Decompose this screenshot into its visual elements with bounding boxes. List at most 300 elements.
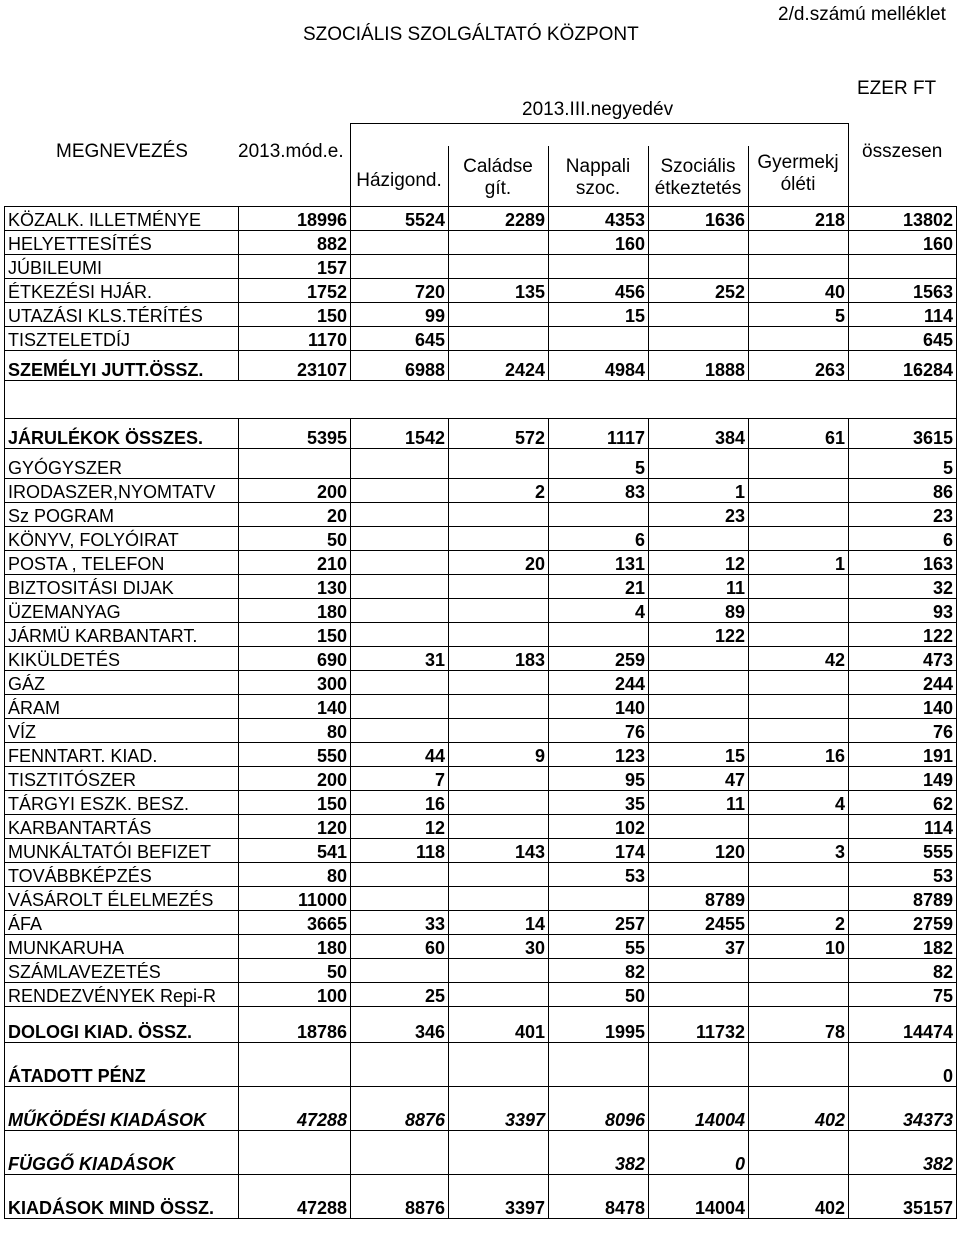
cell-value: 76 <box>549 719 649 743</box>
cell-value: 882 <box>239 231 351 255</box>
cell-value: 4 <box>749 791 849 815</box>
cell-value: 645 <box>351 327 449 351</box>
cell-value: 3 <box>749 839 849 863</box>
cell-value: 47 <box>649 767 749 791</box>
cell-value: 1117 <box>549 419 649 449</box>
cell-value: 263 <box>749 351 849 381</box>
column-header-total: összesen <box>862 141 943 162</box>
cell-value: 690 <box>239 647 351 671</box>
cell-value: 1170 <box>239 327 351 351</box>
cell-value: 5524 <box>351 207 449 231</box>
cell-value <box>449 1043 549 1087</box>
cell-value <box>449 527 549 551</box>
cell-value <box>549 1043 649 1087</box>
row-label: TISZTELETDÍJ <box>5 327 239 351</box>
cell-value <box>449 767 549 791</box>
cell-value <box>549 381 649 419</box>
row-label: SZÁMLAVEZETÉS <box>5 959 239 983</box>
column-header-child-welfare: Gyermekj óléti <box>757 152 839 195</box>
cell-value <box>351 575 449 599</box>
cell-value <box>351 231 449 255</box>
cell-value: 15 <box>649 743 749 767</box>
cell-value: 15 <box>549 303 649 327</box>
cell-value: 123 <box>549 743 649 767</box>
cell-value: 150 <box>239 623 351 647</box>
cell-value: 120 <box>239 815 351 839</box>
row-label: MUNKÁLTATÓI BEFIZET <box>5 839 239 863</box>
table-row <box>5 449 957 479</box>
cell-value: 0 <box>649 1131 749 1175</box>
cell-value: 382 <box>849 1131 957 1175</box>
cell-value <box>449 863 549 887</box>
cell-value: 75 <box>849 983 957 1007</box>
table-row <box>5 231 957 255</box>
column-header-home-care: Házigond. <box>356 170 442 191</box>
row-label: JÁRMÜ KARBANTART. <box>5 623 239 647</box>
table-row <box>5 303 957 327</box>
cell-value: 82 <box>849 959 957 983</box>
table-row <box>5 527 957 551</box>
cell-value <box>449 719 549 743</box>
cell-value: 50 <box>239 527 351 551</box>
cell-value: 62 <box>849 791 957 815</box>
column-header-catering: Szociális étkeztetés <box>654 156 742 199</box>
cell-value: 300 <box>239 671 351 695</box>
table-row <box>5 791 957 815</box>
cell-value: 150 <box>239 791 351 815</box>
cell-value: 5395 <box>239 419 351 449</box>
cell-value <box>449 671 549 695</box>
cell-value: 1888 <box>649 351 749 381</box>
cell-value: 14474 <box>849 1007 957 1043</box>
cell-value <box>449 503 549 527</box>
table-row <box>5 479 957 503</box>
row-label: KÖNYV, FOLYÓIRAT <box>5 527 239 551</box>
cell-value <box>449 791 549 815</box>
cell-value: 122 <box>649 623 749 647</box>
cell-value <box>549 887 649 911</box>
header-divider <box>548 146 549 206</box>
cell-value: 8876 <box>351 1087 449 1131</box>
table-row <box>5 351 957 381</box>
cell-value: 0 <box>849 1043 957 1087</box>
cell-value: 8789 <box>849 887 957 911</box>
header-divider <box>350 123 351 206</box>
cell-value: 456 <box>549 279 649 303</box>
table-row <box>5 767 957 791</box>
cell-value: 3615 <box>849 419 957 449</box>
cell-value <box>351 695 449 719</box>
cell-value: 473 <box>849 647 957 671</box>
cell-value <box>749 863 849 887</box>
cell-value: 21 <box>549 575 649 599</box>
cell-value: 384 <box>649 419 749 449</box>
cell-value <box>449 449 549 479</box>
cell-value: 259 <box>549 647 649 671</box>
column-header-name: MEGNEVEZÉS <box>56 141 188 162</box>
cell-value <box>749 231 849 255</box>
column-header-day-care: Nappali szoc. <box>565 156 631 199</box>
column-header-family-support: Caládse gít. <box>463 156 533 199</box>
table-row <box>5 887 957 911</box>
cell-value: 130 <box>239 575 351 599</box>
cell-value: 131 <box>549 551 649 575</box>
cell-value <box>749 815 849 839</box>
cell-value: 80 <box>239 863 351 887</box>
cell-value: 3397 <box>449 1175 549 1219</box>
table-row <box>5 327 957 351</box>
cell-value <box>351 719 449 743</box>
cell-value: 93 <box>849 599 957 623</box>
cell-value: 118 <box>351 839 449 863</box>
cell-value: 244 <box>849 671 957 695</box>
cell-value: 95 <box>549 767 649 791</box>
cell-value <box>351 1131 449 1175</box>
unit-label: EZER FT <box>857 78 937 99</box>
cell-value: 572 <box>449 419 549 449</box>
cell-value <box>449 327 549 351</box>
cell-value <box>849 255 957 279</box>
cell-value: 3397 <box>449 1087 549 1131</box>
cell-value: 14 <box>449 911 549 935</box>
cell-value: 401 <box>449 1007 549 1043</box>
table-row <box>5 381 957 419</box>
row-label: TÁRGYI ESZK. BESZ. <box>5 791 239 815</box>
cell-value: 160 <box>549 231 649 255</box>
cell-value <box>351 887 449 911</box>
table-row <box>5 863 957 887</box>
row-label: ÜZEMANYAG <box>5 599 239 623</box>
table-row <box>5 983 957 1007</box>
cell-value <box>549 503 649 527</box>
cell-value <box>351 1043 449 1087</box>
cell-value: 244 <box>549 671 649 695</box>
cell-value: 99 <box>351 303 449 327</box>
table-row <box>5 695 957 719</box>
table-row <box>5 623 957 647</box>
cell-value <box>239 449 351 479</box>
table-row <box>5 279 957 303</box>
cell-value <box>351 599 449 623</box>
cell-value <box>749 887 849 911</box>
row-label: HELYETTESÍTÉS <box>5 231 239 255</box>
cell-value <box>749 255 849 279</box>
cell-value <box>749 719 849 743</box>
cell-value <box>649 527 749 551</box>
cell-value <box>449 815 549 839</box>
cell-value: 163 <box>849 551 957 575</box>
cell-value: 143 <box>449 839 549 863</box>
row-label: POSTA , TELEFON <box>5 551 239 575</box>
cell-value: 160 <box>849 231 957 255</box>
row-label <box>5 381 239 419</box>
row-label: KÖZALK. ILLETMÉNYE <box>5 207 239 231</box>
cell-value <box>749 449 849 479</box>
cell-value <box>649 381 749 419</box>
cell-value: 40 <box>749 279 849 303</box>
cell-value: 1636 <box>649 207 749 231</box>
row-label: Sz POGRAM <box>5 503 239 527</box>
table-row <box>5 1131 957 1175</box>
row-label: KARBANTARTÁS <box>5 815 239 839</box>
cell-value <box>649 719 749 743</box>
cell-value <box>351 551 449 575</box>
cell-value: 86 <box>849 479 957 503</box>
cell-value: 53 <box>549 863 649 887</box>
cell-value <box>351 623 449 647</box>
cell-value: 50 <box>239 959 351 983</box>
annex-label: 2/d.számú melléklet <box>778 4 946 25</box>
row-label: KIADÁSOK MIND ÖSSZ. <box>5 1175 239 1219</box>
cell-value: 7 <box>351 767 449 791</box>
cell-value <box>449 255 549 279</box>
cell-value <box>449 623 549 647</box>
cell-value <box>449 1131 549 1175</box>
cell-value: 6 <box>549 527 649 551</box>
row-label: MUNKARUHA <box>5 935 239 959</box>
cell-value: 53 <box>849 863 957 887</box>
cell-value: 257 <box>549 911 649 935</box>
cell-value <box>649 327 749 351</box>
cell-value: 6 <box>849 527 957 551</box>
cell-value <box>449 599 549 623</box>
cell-value: 60 <box>351 935 449 959</box>
table-row <box>5 815 957 839</box>
cell-value: 18786 <box>239 1007 351 1043</box>
cell-value: 555 <box>849 839 957 863</box>
table-row <box>5 911 957 935</box>
row-label: ÁTADOTT PÉNZ <box>5 1043 239 1087</box>
cell-value <box>749 671 849 695</box>
cell-value: 2 <box>749 911 849 935</box>
cell-value: 82 <box>549 959 649 983</box>
cell-value <box>449 887 549 911</box>
cell-value: 31 <box>351 647 449 671</box>
cell-value: 4984 <box>549 351 649 381</box>
cell-value: 252 <box>649 279 749 303</box>
row-label: JÁRULÉKOK ÖSSZES. <box>5 419 239 449</box>
cell-value <box>649 863 749 887</box>
row-label: BIZTOSITÁSI DIJAK <box>5 575 239 599</box>
cell-value <box>749 575 849 599</box>
row-label: GYÓGYSZER <box>5 449 239 479</box>
cell-value: 174 <box>549 839 649 863</box>
table-row <box>5 419 957 449</box>
period-label: 2013.III.negyedév <box>522 99 674 120</box>
cell-value: 11 <box>649 575 749 599</box>
cell-value: 16 <box>351 791 449 815</box>
cell-value <box>649 1043 749 1087</box>
cell-value: 122 <box>849 623 957 647</box>
cell-value: 14004 <box>649 1087 749 1131</box>
cell-value <box>351 527 449 551</box>
table-row <box>5 207 957 231</box>
cell-value: 346 <box>351 1007 449 1043</box>
cell-value <box>649 959 749 983</box>
row-label: KIKÜLDETÉS <box>5 647 239 671</box>
cell-value: 42 <box>749 647 849 671</box>
cell-value: 47288 <box>239 1175 351 1219</box>
cell-value <box>239 1043 351 1087</box>
cell-value: 61 <box>749 419 849 449</box>
cell-value: 114 <box>849 303 957 327</box>
cell-value <box>749 983 849 1007</box>
cell-value: 8789 <box>649 887 749 911</box>
cell-value <box>649 983 749 1007</box>
cell-value: 4 <box>549 599 649 623</box>
cell-value: 13802 <box>849 207 957 231</box>
cell-value <box>351 503 449 527</box>
cell-value <box>749 327 849 351</box>
cell-value: 2289 <box>449 207 549 231</box>
cell-value <box>649 695 749 719</box>
cell-value <box>549 623 649 647</box>
cell-value: 183 <box>449 647 549 671</box>
cell-value: 55 <box>549 935 649 959</box>
table-row <box>5 1087 957 1131</box>
header-rule-top <box>350 123 848 124</box>
cell-value: 14004 <box>649 1175 749 1219</box>
cell-value <box>449 381 549 419</box>
cell-value <box>749 479 849 503</box>
cell-value <box>351 671 449 695</box>
cell-value <box>749 503 849 527</box>
cell-value <box>849 381 957 419</box>
cell-value: 1 <box>649 479 749 503</box>
cell-value: 550 <box>239 743 351 767</box>
cell-value <box>649 303 749 327</box>
row-label: SZEMÉLYI JUTT.ÖSSZ. <box>5 351 239 381</box>
cell-value: 23107 <box>239 351 351 381</box>
cell-value: 182 <box>849 935 957 959</box>
cell-value: 2 <box>449 479 549 503</box>
table-row <box>5 599 957 623</box>
cell-value: 218 <box>749 207 849 231</box>
cell-value: 3665 <box>239 911 351 935</box>
expense-table <box>4 206 957 1219</box>
cell-value: 402 <box>749 1175 849 1219</box>
header-divider <box>748 146 749 206</box>
cell-value: 2424 <box>449 351 549 381</box>
cell-value: 541 <box>239 839 351 863</box>
cell-value: 1 <box>749 551 849 575</box>
cell-value: 18996 <box>239 207 351 231</box>
cell-value <box>749 695 849 719</box>
cell-value: 8876 <box>351 1175 449 1219</box>
cell-value <box>649 815 749 839</box>
cell-value: 23 <box>649 503 749 527</box>
cell-value <box>449 983 549 1007</box>
cell-value: 140 <box>239 695 351 719</box>
cell-value: 12 <box>351 815 449 839</box>
cell-value: 1752 <box>239 279 351 303</box>
cell-value: 1995 <box>549 1007 649 1043</box>
cell-value: 149 <box>849 767 957 791</box>
cell-value: 44 <box>351 743 449 767</box>
cell-value: 4353 <box>549 207 649 231</box>
table-row <box>5 647 957 671</box>
cell-value <box>749 623 849 647</box>
table-row <box>5 1007 957 1043</box>
header-divider <box>848 123 849 206</box>
cell-value <box>449 959 549 983</box>
cell-value: 8478 <box>549 1175 649 1219</box>
cell-value <box>649 449 749 479</box>
table-row <box>5 503 957 527</box>
cell-value: 720 <box>351 279 449 303</box>
cell-value <box>351 959 449 983</box>
cell-value <box>449 695 549 719</box>
cell-value <box>449 231 549 255</box>
cell-value: 6988 <box>351 351 449 381</box>
row-label: ÁFA <box>5 911 239 935</box>
cell-value: 150 <box>239 303 351 327</box>
cell-value: 11000 <box>239 887 351 911</box>
cell-value <box>749 599 849 623</box>
cell-value: 35 <box>549 791 649 815</box>
cell-value: 80 <box>239 719 351 743</box>
cell-value: 8096 <box>549 1087 649 1131</box>
table-row <box>5 719 957 743</box>
cell-value: 32 <box>849 575 957 599</box>
table-row <box>5 551 957 575</box>
cell-value: 83 <box>549 479 649 503</box>
cell-value: 78 <box>749 1007 849 1043</box>
row-label: ÁRAM <box>5 695 239 719</box>
cell-value <box>649 255 749 279</box>
cell-value: 191 <box>849 743 957 767</box>
cell-value: 140 <box>849 695 957 719</box>
cell-value: 47288 <box>239 1087 351 1131</box>
table-row <box>5 1043 957 1087</box>
cell-value: 34373 <box>849 1087 957 1131</box>
cell-value: 2759 <box>849 911 957 935</box>
header-divider <box>648 146 649 206</box>
cell-value: 140 <box>549 695 649 719</box>
cell-value: 382 <box>549 1131 649 1175</box>
cell-value: 35157 <box>849 1175 957 1219</box>
table-row <box>5 839 957 863</box>
row-label: DOLOGI KIAD. ÖSSZ. <box>5 1007 239 1043</box>
cell-value <box>649 671 749 695</box>
cell-value <box>351 381 449 419</box>
header-divider <box>448 146 449 206</box>
cell-value: 20 <box>449 551 549 575</box>
cell-value: 114 <box>849 815 957 839</box>
cell-value: 30 <box>449 935 549 959</box>
cell-value: 645 <box>849 327 957 351</box>
row-label: MŰKÖDÉSI KIADÁSOK <box>5 1087 239 1131</box>
cell-value: 23 <box>849 503 957 527</box>
row-label: TISZTITÓSZER <box>5 767 239 791</box>
table-row <box>5 575 957 599</box>
cell-value: 1542 <box>351 419 449 449</box>
cell-value: 200 <box>239 767 351 791</box>
cell-value: 89 <box>649 599 749 623</box>
cell-value: 2455 <box>649 911 749 935</box>
cell-value <box>449 303 549 327</box>
row-label: GÁZ <box>5 671 239 695</box>
cell-value: 20 <box>239 503 351 527</box>
table-row <box>5 1175 957 1219</box>
cell-value: 180 <box>239 599 351 623</box>
cell-value <box>749 1131 849 1175</box>
row-label: TOVÁBBKÉPZÉS <box>5 863 239 887</box>
cell-value: 50 <box>549 983 649 1007</box>
cell-value: 180 <box>239 935 351 959</box>
row-label: VÁSÁROLT ÉLELMEZÉS <box>5 887 239 911</box>
cell-value <box>239 1131 351 1175</box>
